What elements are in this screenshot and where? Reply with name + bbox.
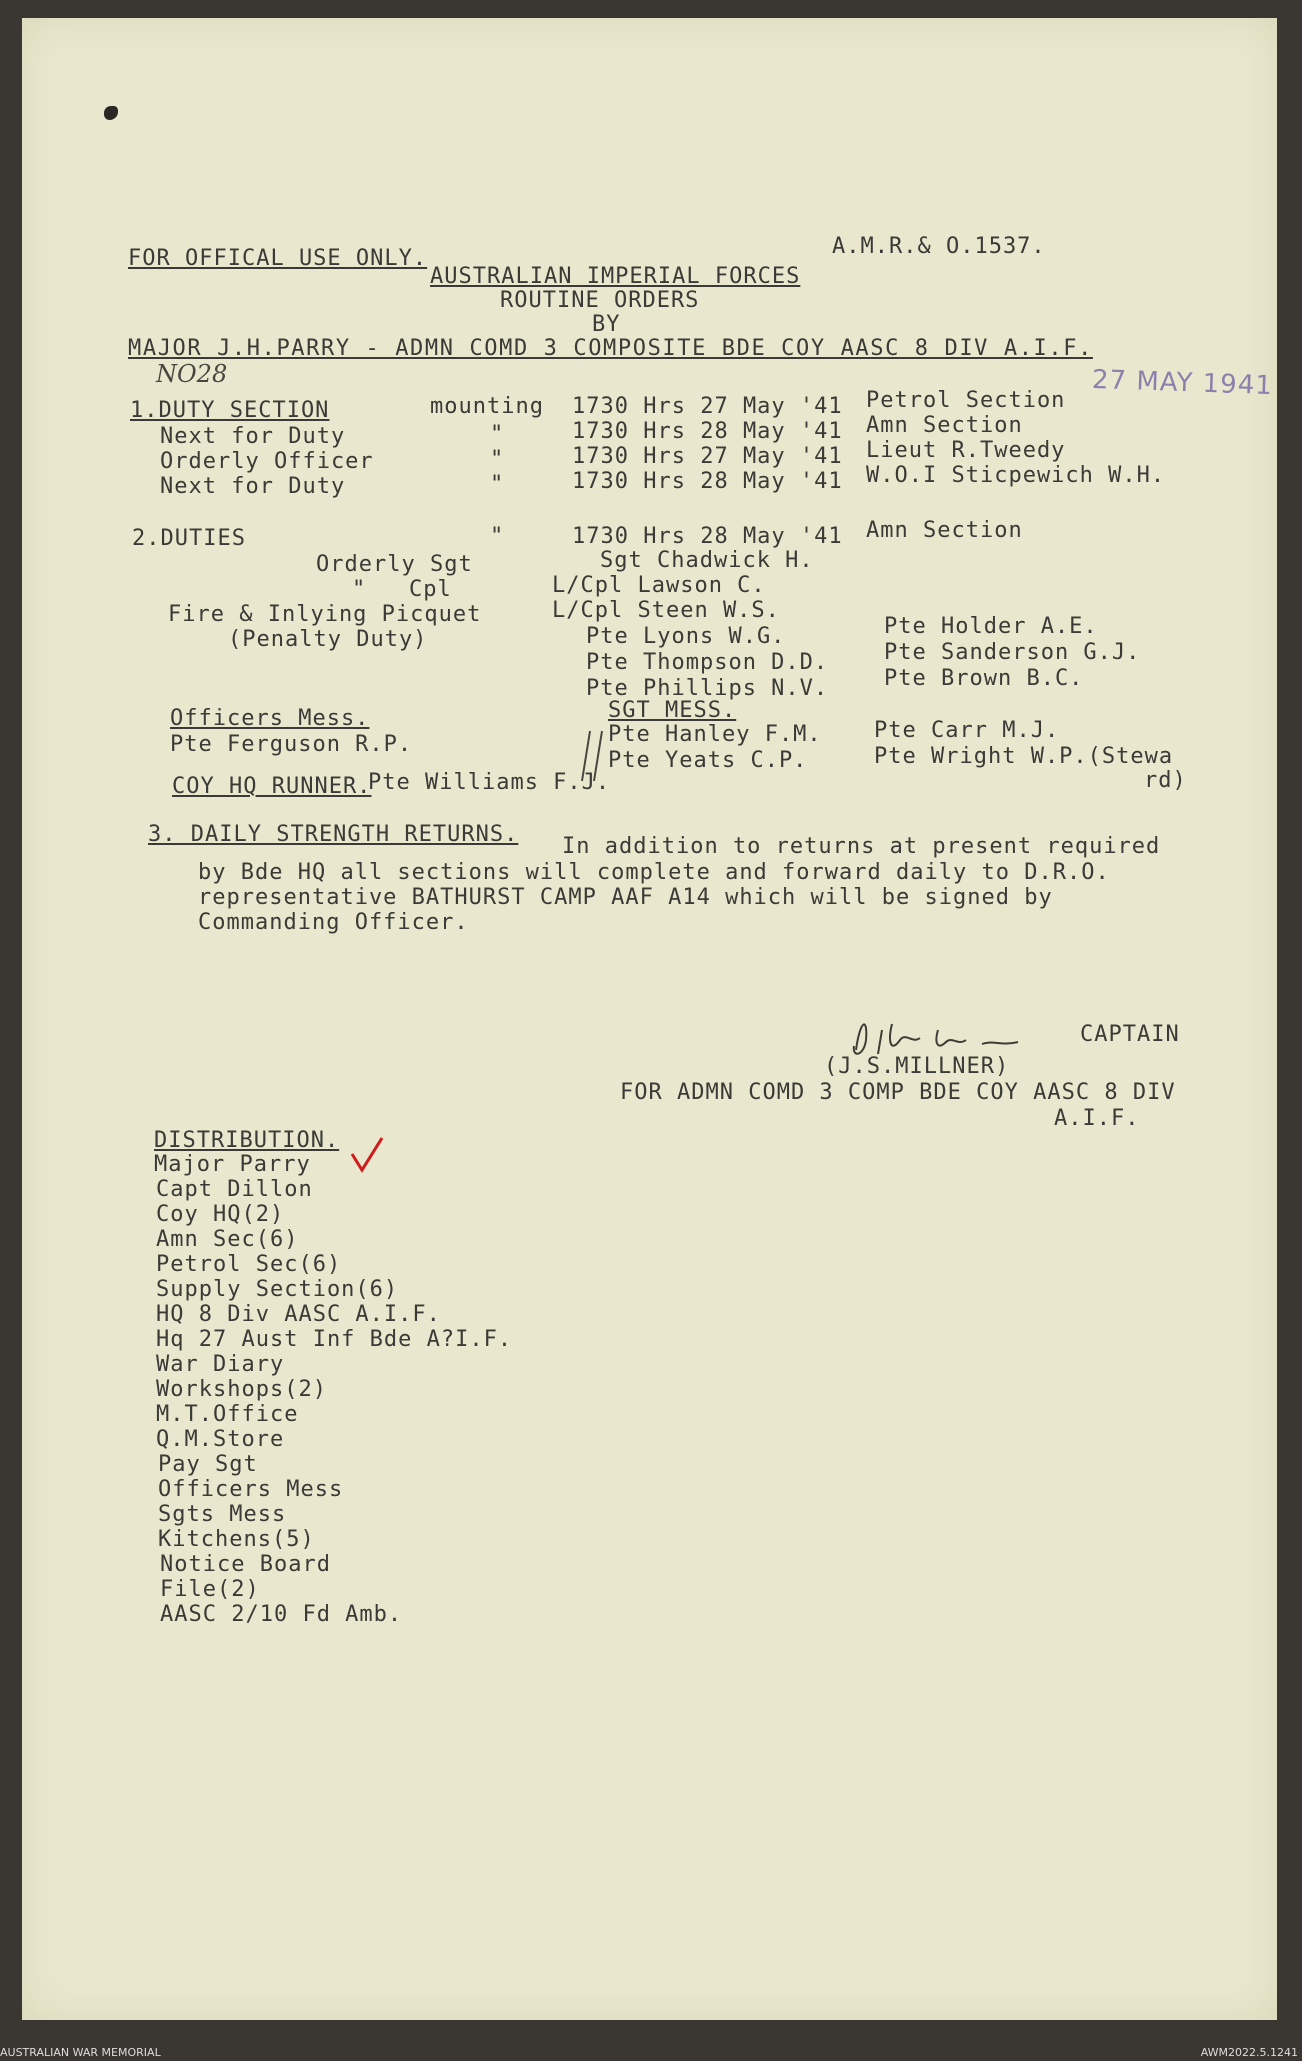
- duties-assignee: Amn Section: [866, 518, 1023, 543]
- sgt-mess-member: Pte Hanley F.M.: [608, 722, 822, 747]
- distribution-item: Major Parry: [154, 1152, 311, 1177]
- distribution-item: Workshops(2): [156, 1377, 327, 1402]
- returns-heading: 3. DAILY STRENGTH RETURNS.: [148, 822, 519, 847]
- duties-time: 1730 Hrs 28 May '41: [572, 524, 843, 549]
- distribution-item: War Diary: [156, 1352, 285, 1377]
- distribution-item: Capt Dillon: [156, 1177, 313, 1202]
- document-sheet: [22, 18, 1277, 2020]
- picquet-note: (Penalty Duty): [228, 627, 428, 652]
- distribution-item: Notice Board: [160, 1552, 331, 1577]
- duties-heading: 2.DUTIES: [132, 526, 246, 551]
- distribution-item: Officers Mess: [158, 1477, 344, 1502]
- document-subtitle: ROUTINE ORDERS: [500, 288, 700, 313]
- sgt-mess-label: SGT MESS.: [608, 698, 737, 723]
- distribution-item: Hq 27 Aust Inf Bde A?I.F.: [156, 1327, 513, 1352]
- red-tick-mark: [348, 1136, 388, 1176]
- signatory-for: FOR ADMN COMD 3 COMP BDE COY AASC 8 DIV: [620, 1080, 1176, 1105]
- distribution-heading: DISTRIBUTION.: [154, 1128, 340, 1153]
- picquet-member: Pte Brown B.C.: [884, 666, 1084, 691]
- footer-source: AUSTRALIAN WAR MEMORIAL: [0, 2046, 161, 2059]
- returns-text: representative BATHURST CAMP AAF A14 which will be signed by: [198, 885, 1053, 910]
- duty-assignee: Lieut R.Tweedy: [866, 438, 1066, 463]
- duty-mark: ": [490, 472, 505, 497]
- commander-line: MAJOR J.H.PARRY - ADMN COMD 3 COMPOSITE BDE COY AASC 8 DIV A.I.F.: [128, 336, 1093, 361]
- picquet-member: Pte Holder A.E.: [884, 614, 1098, 639]
- distribution-item: M.T.Office: [156, 1402, 299, 1427]
- orderly-cpl-name: L/Cpl Lawson C.: [552, 573, 766, 598]
- document-title: AUSTRALIAN IMPERIAL FORCES: [430, 264, 801, 289]
- official-use-label: FOR OFFICAL USE ONLY.: [128, 246, 428, 271]
- distribution-item: Petrol Sec(6): [156, 1252, 342, 1277]
- picquet-member: Pte Lyons W.G.: [586, 624, 786, 649]
- order-number: NO28: [156, 360, 228, 388]
- duty-role: Orderly Officer: [160, 449, 374, 474]
- picquet-member: Pte Thompson D.D.: [586, 650, 829, 675]
- sgt-mess-wrap: rd): [1144, 768, 1187, 793]
- distribution-item: HQ 8 Div AASC A.I.F.: [156, 1302, 441, 1327]
- distribution-item: Kitchens(5): [158, 1527, 315, 1552]
- runner-name: Pte Williams F.J.: [368, 770, 611, 795]
- officers-mess-label: Officers Mess.: [170, 706, 370, 731]
- duty-mark: mounting: [430, 394, 544, 419]
- duty-time: 1730 Hrs 27 May '41: [572, 444, 843, 469]
- duty-role: Next for Duty: [160, 474, 346, 499]
- distribution-item: Sgts Mess: [158, 1502, 287, 1527]
- footer-accession: AWM2022.5.1241: [1200, 2046, 1298, 2059]
- distribution-item: File(2): [160, 1577, 260, 1602]
- duty-mark: ": [490, 447, 505, 472]
- picquet-member: Pte Sanderson G.J.: [884, 640, 1141, 665]
- duty-role: Next for Duty: [160, 424, 346, 449]
- duty-section-heading: 1.DUTY SECTION: [130, 398, 330, 423]
- picquet-member: L/Cpl Steen W.S.: [552, 598, 780, 623]
- sgt-mess-member: Pte Yeats C.P.: [608, 748, 808, 773]
- distribution-item: Supply Section(6): [156, 1277, 399, 1302]
- duty-assignee: Amn Section: [866, 413, 1023, 438]
- distribution-item: Q.M.Store: [156, 1427, 285, 1452]
- signatory-unit: A.I.F.: [1054, 1106, 1140, 1131]
- duty-time: 1730 Hrs 28 May '41: [572, 469, 843, 494]
- officers-mess-name: Pte Ferguson R.P.: [170, 732, 413, 757]
- picquet-label: Fire & Inlying Picquet: [168, 602, 482, 627]
- duty-assignee: Petrol Section: [866, 388, 1066, 413]
- date-stamp: 27 MAY 1941: [1091, 364, 1274, 402]
- signatory-rank: CAPTAIN: [1080, 1022, 1180, 1047]
- returns-text: In addition to returns at present required: [562, 834, 1161, 859]
- duties-mark: ": [490, 524, 505, 549]
- orderly-sgt-label: Orderly Sgt: [316, 552, 473, 577]
- signatory-name: (J.S.MILLNER): [824, 1054, 1010, 1079]
- duty-mark: ": [490, 422, 505, 447]
- distribution-item: Amn Sec(6): [156, 1227, 299, 1252]
- distribution-item: Pay Sgt: [158, 1452, 258, 1477]
- picquet-member: Pte Phillips N.V.: [586, 676, 829, 701]
- sgt-mess-member: Pte Wright W.P.(Stewa: [874, 744, 1174, 769]
- duty-time: 1730 Hrs 28 May '41: [572, 419, 843, 444]
- orderly-cpl-label: " Cpl: [352, 577, 452, 602]
- sgt-mess-member: Pte Carr M.J.: [874, 718, 1060, 743]
- punch-hole: [104, 106, 118, 120]
- duty-assignee: W.O.I Sticpewich W.H.: [866, 463, 1166, 488]
- orderly-sgt-name: Sgt Chadwick H.: [600, 548, 814, 573]
- reference-number: A.M.R.& O.1537.: [832, 234, 1046, 259]
- returns-text: Commanding Officer.: [198, 910, 469, 935]
- returns-text: by Bde HQ all sections will complete and forward daily to D.R.O.: [198, 860, 1110, 885]
- distribution-item: AASC 2/10 Fd Amb.: [160, 1602, 403, 1627]
- runner-label: COY HQ RUNNER.: [172, 774, 372, 799]
- by-label: BY: [592, 312, 621, 337]
- distribution-item: Coy HQ(2): [156, 1202, 285, 1227]
- duty-time: 1730 Hrs 27 May '41: [572, 394, 843, 419]
